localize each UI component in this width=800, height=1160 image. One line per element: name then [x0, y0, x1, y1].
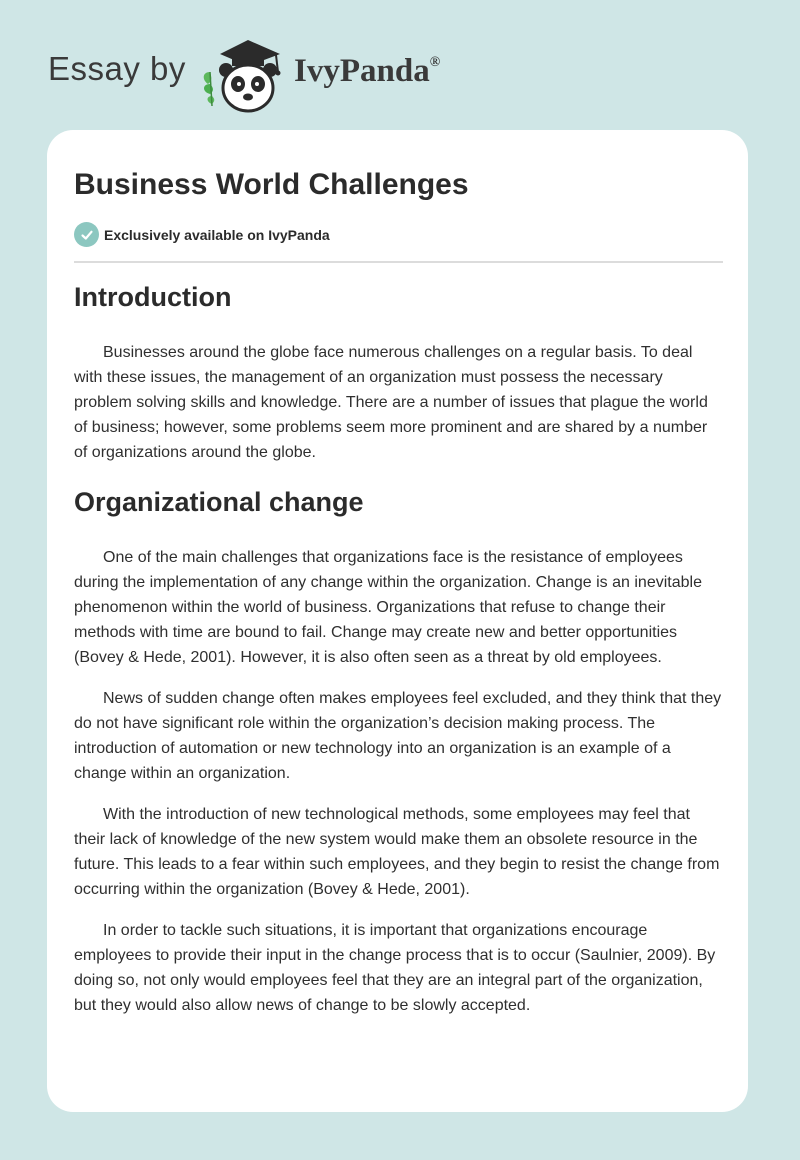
brand-name[interactable] — [294, 53, 440, 90]
paragraph: With the introduction of new technological methods, some employees may feel that their lack of knowledge of the new system would make them an obsolete resource in the future. This leads to a fear within such employees, and they begin to resist the change from occurring within the organization (Bovey & Hede, 2001). — [74, 806, 720, 899]
paragraph: News of sudden change often makes employees feel excluded, and they think that they do not have significant role within the organization’s decision making process. The introduction of automation or new technology into an organization is an example of a change within an organization. — [74, 690, 722, 783]
registered-mark: ® — [429, 55, 441, 70]
paragraph: In order to tackle such situations, it is important that organizations encourage employees to provide their input in the change process that is to occur (Saulnier, 2009). By doing so, not only would employees feel that they are an integral part of the organization, but they would also allow news of change to be slowly accepted. — [74, 922, 716, 1015]
paragraph: One of the main challenges that organizations face is the resistance of employees during the implementation of any change within the organization. Change is an inevitable phenomenon within the world of business. Organizations that refuse to change their methods with time are bound to fail. Change may create new and better opportunities (Bovey & Hede, 2001). However, it is also often seen as a threat by old employees. — [74, 549, 702, 667]
essay-by-label: Essay by — [48, 50, 186, 87]
ivy-leaf-icon — [204, 72, 215, 106]
essay-body — [74, 280, 723, 1034]
check-icon — [74, 222, 99, 247]
essay-card — [47, 130, 748, 1112]
exclusive-badge — [74, 222, 330, 247]
brand-text: IvyPanda — [294, 53, 430, 89]
essay-title: Business World Challenges — [74, 168, 469, 201]
section-heading: Introduction — [74, 282, 232, 312]
divider — [74, 261, 723, 263]
section-heading: Organizational change — [74, 487, 364, 518]
paragraph: Businesses around the globe face numerous challenges on a regular basis. To deal with these issues, the management of an organization must possess the necessary problem solving skills and knowledge. There are a number of issues that plague the world of business; however, some problems seem more prominent and are shared by a number of organizations around the globe. — [74, 344, 708, 462]
site-header — [48, 30, 748, 120]
panda-graduate-icon[interactable] — [198, 36, 290, 116]
exclusive-label: Exclusively available on IvyPanda — [104, 226, 330, 243]
